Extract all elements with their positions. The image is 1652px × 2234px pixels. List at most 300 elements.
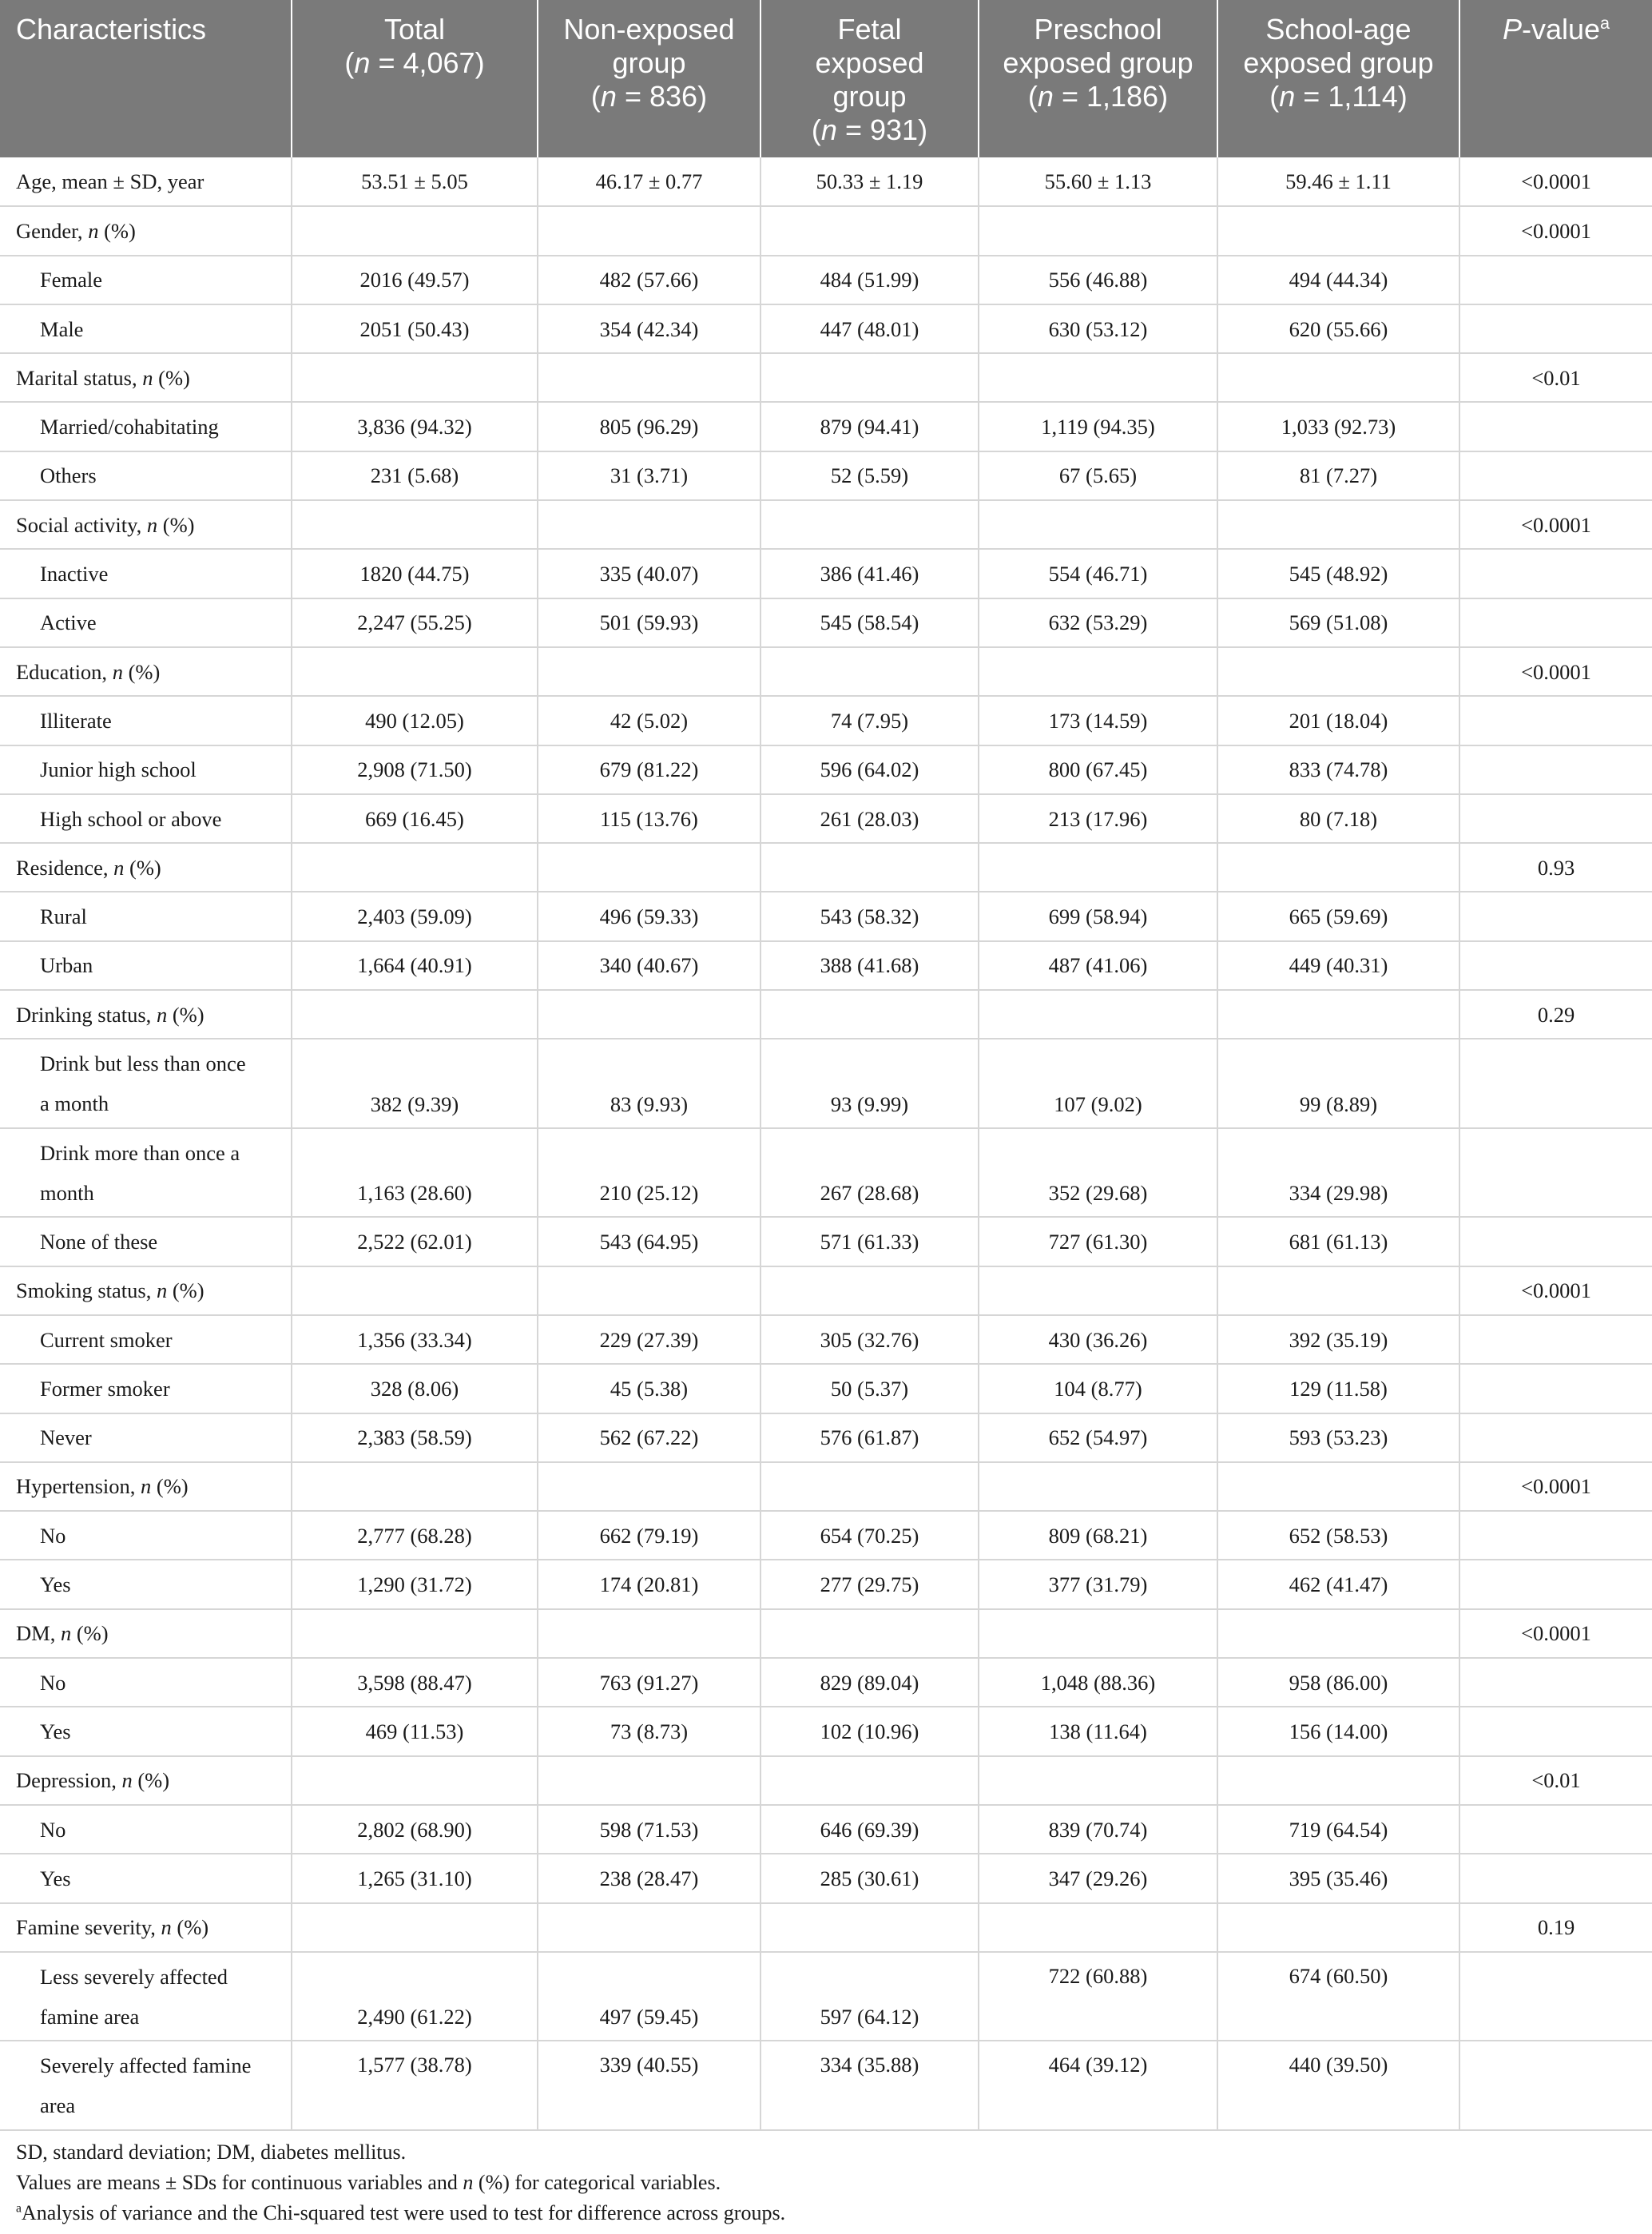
table-cell: Active — [0, 598, 292, 647]
table-cell: 800 (67.45) — [979, 745, 1217, 794]
table-cell: Junior high school — [0, 745, 292, 794]
table-cell: Depression, n (%) — [0, 1756, 292, 1805]
table-cell: 305 (32.76) — [760, 1315, 979, 1364]
table-cell: 1,163 (28.60) — [292, 1128, 538, 1218]
table-cell: 83 (9.93) — [538, 1039, 760, 1128]
table-cell: <0.0001 — [1459, 1609, 1652, 1658]
table-row — [0, 1413, 1652, 1462]
table-cell: 213 (17.96) — [979, 794, 1217, 843]
table-cell — [292, 500, 538, 549]
table-cell — [538, 1756, 760, 1805]
table-cell: 497 (59.45) — [538, 1952, 760, 2041]
table-cell: 1,048 (88.36) — [979, 1658, 1217, 1707]
table-cell: DM, n (%) — [0, 1609, 292, 1658]
table-cell — [1459, 2041, 1652, 2130]
table-row — [0, 206, 1652, 255]
table-cell: 669 (16.45) — [292, 794, 538, 843]
table-cell — [1459, 549, 1652, 598]
header-preschool-exposed: Preschool exposed group (n = 1,186) — [979, 0, 1217, 157]
table-cell: No — [0, 1805, 292, 1854]
table-row — [0, 1609, 1652, 1658]
table-cell: 285 (30.61) — [760, 1854, 979, 1902]
table-cell — [760, 1903, 979, 1952]
table-cell — [292, 990, 538, 1039]
table-cell: 81 (7.27) — [1217, 451, 1459, 500]
table-cell: <0.0001 — [1459, 500, 1652, 549]
table-row — [0, 304, 1652, 353]
table-cell: 52 (5.59) — [760, 451, 979, 500]
table-cell — [979, 1756, 1217, 1805]
table-cell — [1217, 353, 1459, 402]
table-cell — [1217, 647, 1459, 696]
table-row — [0, 843, 1652, 892]
table-cell: 469 (11.53) — [292, 1707, 538, 1755]
table-cell: 261 (28.03) — [760, 794, 979, 843]
table-cell — [1459, 1805, 1652, 1854]
table-row — [0, 647, 1652, 696]
table-cell — [538, 1609, 760, 1658]
table-cell: <0.0001 — [1459, 157, 1652, 206]
table-row — [0, 353, 1652, 402]
table-cell: <0.01 — [1459, 1756, 1652, 1805]
table-cell: 679 (81.22) — [538, 745, 760, 794]
table-cell: 80 (7.18) — [1217, 794, 1459, 843]
table-row — [0, 2041, 1652, 2130]
table-cell: 654 (70.25) — [760, 1511, 979, 1560]
table-cell: 719 (64.54) — [1217, 1805, 1459, 1854]
table-cell — [1459, 598, 1652, 647]
table-cell: <0.0001 — [1459, 647, 1652, 696]
table-cell — [1217, 1266, 1459, 1315]
table-cell — [292, 206, 538, 255]
table-cell: 231 (5.68) — [292, 451, 538, 500]
header-fetal-exposed: Fetal exposed group (n = 931) — [760, 0, 979, 157]
table-cell: <0.01 — [1459, 353, 1652, 402]
table-row — [0, 1315, 1652, 1364]
table-cell — [292, 1462, 538, 1511]
table-cell: 1,119 (94.35) — [979, 402, 1217, 451]
table-cell: 2016 (49.57) — [292, 256, 538, 304]
table-cell: 1820 (44.75) — [292, 549, 538, 598]
table-cell — [1459, 1511, 1652, 1560]
table-cell — [1459, 1854, 1652, 1902]
table-cell: 449 (40.31) — [1217, 941, 1459, 990]
table-cell — [1459, 402, 1652, 451]
table-cell — [760, 1756, 979, 1805]
table-cell: 833 (74.78) — [1217, 745, 1459, 794]
table-cell — [538, 647, 760, 696]
table-cell — [1217, 843, 1459, 892]
table-cell: 138 (11.64) — [979, 1707, 1217, 1755]
table-cell — [979, 1903, 1217, 1952]
table-cell — [1217, 990, 1459, 1039]
table-row — [0, 745, 1652, 794]
table-cell — [979, 353, 1217, 402]
table-cell: 652 (54.97) — [979, 1413, 1217, 1462]
table-row — [0, 549, 1652, 598]
header-characteristics: Characteristics — [0, 0, 292, 157]
table-cell — [1459, 1128, 1652, 1218]
table-row — [0, 990, 1652, 1039]
table-row — [0, 256, 1652, 304]
footnote-a: $^a$Analysis of variance and the Chi-squared test were used to test for difference across groups. — [16, 2200, 786, 2224]
table-cell: 59.46 ± 1.11 — [1217, 157, 1459, 206]
table-cell: Drink more than once a month — [0, 1128, 292, 1218]
table-cell: 2,802 (68.90) — [292, 1805, 538, 1854]
table-cell: 354 (42.34) — [538, 304, 760, 353]
table-cell: Severely affected famine area — [0, 2041, 292, 2130]
table-row — [0, 1805, 1652, 1854]
table-cell: 490 (12.05) — [292, 696, 538, 745]
table-cell — [1459, 256, 1652, 304]
table-cell — [1459, 794, 1652, 843]
table-cell: 596 (64.02) — [760, 745, 979, 794]
table-row — [0, 1707, 1652, 1755]
table-cell — [760, 206, 979, 255]
table-cell — [1459, 1560, 1652, 1608]
table-cell — [1459, 1413, 1652, 1462]
table-cell: 50.33 ± 1.19 — [760, 157, 979, 206]
table-cell: Married/cohabitating — [0, 402, 292, 451]
table-cell: Former smoker — [0, 1364, 292, 1413]
table-cell: No — [0, 1658, 292, 1707]
table-cell — [292, 843, 538, 892]
table-cell — [1217, 1903, 1459, 1952]
table-cell: 630 (53.12) — [979, 304, 1217, 353]
table-cell: Residence, n (%) — [0, 843, 292, 892]
table-cell: 562 (67.22) — [538, 1413, 760, 1462]
table-cell: 0.19 — [1459, 1903, 1652, 1952]
table-cell: 430 (36.26) — [979, 1315, 1217, 1364]
table-cell — [1459, 892, 1652, 940]
table-cell: 879 (94.41) — [760, 402, 979, 451]
table-cell — [1459, 304, 1652, 353]
table-cell: 1,577 (38.78) — [292, 2041, 538, 2130]
table-row — [0, 1756, 1652, 1805]
table-cell: Education, n (%) — [0, 647, 292, 696]
table-cell: Drink but less than once a month — [0, 1039, 292, 1128]
table-cell: 74 (7.95) — [760, 696, 979, 745]
table-cell — [538, 500, 760, 549]
table-cell: 652 (58.53) — [1217, 1511, 1459, 1560]
table-cell — [979, 1462, 1217, 1511]
table-cell — [538, 843, 760, 892]
table-row — [0, 1128, 1652, 1218]
table-cell: Yes — [0, 1560, 292, 1608]
table-cell — [1459, 1039, 1652, 1128]
footnote-values: Values are means ± SDs for continuous variables and n (%) for categorical variables. — [16, 2170, 721, 2194]
table-cell: 2,522 (62.01) — [292, 1217, 538, 1266]
table-cell: 388 (41.68) — [760, 941, 979, 990]
table-cell: 395 (35.46) — [1217, 1854, 1459, 1902]
table-cell: Rural — [0, 892, 292, 940]
table-cell: Hypertension, n (%) — [0, 1462, 292, 1511]
table-cell: 334 (35.88) — [760, 2041, 979, 2130]
table-cell: 620 (55.66) — [1217, 304, 1459, 353]
table-row — [0, 1462, 1652, 1511]
table-cell: 107 (9.02) — [979, 1039, 1217, 1128]
table-cell: 632 (53.29) — [979, 598, 1217, 647]
table-cell — [979, 206, 1217, 255]
table-cell — [760, 353, 979, 402]
table-cell: Yes — [0, 1854, 292, 1902]
table-cell — [292, 1609, 538, 1658]
table-cell — [979, 843, 1217, 892]
table-cell: 1,265 (31.10) — [292, 1854, 538, 1902]
table-cell — [538, 1462, 760, 1511]
table-cell: Age, mean ± SD, year — [0, 157, 292, 206]
table-cell — [538, 1266, 760, 1315]
table-cell: 129 (11.58) — [1217, 1364, 1459, 1413]
table-cell: 45 (5.38) — [538, 1364, 760, 1413]
table-cell: 174 (20.81) — [538, 1560, 760, 1608]
table-cell: None of these — [0, 1217, 292, 1266]
table-cell — [1459, 696, 1652, 745]
table-cell: 2,383 (58.59) — [292, 1413, 538, 1462]
table-cell: 2051 (50.43) — [292, 304, 538, 353]
table-cell: 681 (61.13) — [1217, 1217, 1459, 1266]
table-cell: 382 (9.39) — [292, 1039, 538, 1128]
table-cell: 67 (5.65) — [979, 451, 1217, 500]
table-cell: 487 (41.06) — [979, 941, 1217, 990]
table-cell: <0.0001 — [1459, 206, 1652, 255]
table-cell — [979, 1266, 1217, 1315]
table-cell: 238 (28.47) — [538, 1854, 760, 1902]
table-cell: 958 (86.00) — [1217, 1658, 1459, 1707]
header-non-exposed: Non-exposed group (n = 836) — [538, 0, 760, 157]
table-cell — [760, 647, 979, 696]
table-cell — [1459, 941, 1652, 990]
table-cell: 674 (60.50) — [1217, 1952, 1459, 2041]
table-cell: 598 (71.53) — [538, 1805, 760, 1854]
table-cell — [979, 647, 1217, 696]
table-cell: 210 (25.12) — [538, 1128, 760, 1218]
table-cell: 1,356 (33.34) — [292, 1315, 538, 1364]
table-cell: 494 (44.34) — [1217, 256, 1459, 304]
table-cell — [1459, 1217, 1652, 1266]
table-footnotes — [0, 2131, 1652, 2228]
table-row — [0, 1039, 1652, 1128]
table-cell: Current smoker — [0, 1315, 292, 1364]
table-row — [0, 794, 1652, 843]
table-cell: 597 (64.12) — [760, 1952, 979, 2041]
table-cell: 347 (29.26) — [979, 1854, 1217, 1902]
table-row — [0, 1560, 1652, 1608]
table-cell: 328 (8.06) — [292, 1364, 538, 1413]
table-cell: 377 (31.79) — [979, 1560, 1217, 1608]
table-cell: 554 (46.71) — [979, 549, 1217, 598]
table-cell: 53.51 ± 5.05 — [292, 157, 538, 206]
table-cell — [292, 1266, 538, 1315]
table-cell: 277 (29.75) — [760, 1560, 979, 1608]
table-cell — [1459, 1364, 1652, 1413]
table-cell — [1217, 1756, 1459, 1805]
table-cell — [1217, 1462, 1459, 1511]
table-cell — [1217, 1609, 1459, 1658]
table-cell: 496 (59.33) — [538, 892, 760, 940]
table-cell — [538, 353, 760, 402]
table-cell: Male — [0, 304, 292, 353]
table-cell — [538, 206, 760, 255]
table-cell: 201 (18.04) — [1217, 696, 1459, 745]
table-cell — [292, 353, 538, 402]
table-cell — [538, 1903, 760, 1952]
table-cell: 102 (10.96) — [760, 1707, 979, 1755]
table-cell: 699 (58.94) — [979, 892, 1217, 940]
table-cell — [760, 1609, 979, 1658]
table-cell: 31 (3.71) — [538, 451, 760, 500]
table-cell: 2,490 (61.22) — [292, 1952, 538, 2041]
table-cell: 0.29 — [1459, 990, 1652, 1039]
table-cell: 464 (39.12) — [979, 2041, 1217, 2130]
table-cell — [1217, 206, 1459, 255]
table-cell: Urban — [0, 941, 292, 990]
table-cell: Marital status, n (%) — [0, 353, 292, 402]
table-cell — [1459, 1315, 1652, 1364]
table-cell: 334 (29.98) — [1217, 1128, 1459, 1218]
table-cell: 662 (79.19) — [538, 1511, 760, 1560]
table-row — [0, 1658, 1652, 1707]
table-cell: 545 (48.92) — [1217, 549, 1459, 598]
table-cell: 2,403 (59.09) — [292, 892, 538, 940]
table-cell: 462 (41.47) — [1217, 1560, 1459, 1608]
table-cell: Drinking status, n (%) — [0, 990, 292, 1039]
table-cell: 593 (53.23) — [1217, 1413, 1459, 1462]
table-cell: 809 (68.21) — [979, 1511, 1217, 1560]
table-cell: 93 (9.99) — [760, 1039, 979, 1128]
table-cell: 1,033 (92.73) — [1217, 402, 1459, 451]
table-cell: 2,908 (71.50) — [292, 745, 538, 794]
table-row — [0, 941, 1652, 990]
table-cell: Gender, n (%) — [0, 206, 292, 255]
table-cell: 55.60 ± 1.13 — [979, 157, 1217, 206]
table-row — [0, 696, 1652, 745]
table-cell: 482 (57.66) — [538, 256, 760, 304]
table-cell: 173 (14.59) — [979, 696, 1217, 745]
table-cell: 543 (58.32) — [760, 892, 979, 940]
table-cell — [292, 647, 538, 696]
table-cell — [760, 990, 979, 1039]
table-header-row — [0, 0, 1652, 157]
header-school-age-exposed: School-age exposed group (n = 1,114) — [1217, 0, 1459, 157]
table-row — [0, 1952, 1652, 2041]
table-row — [0, 1364, 1652, 1413]
table-cell — [292, 1903, 538, 1952]
table-cell: 556 (46.88) — [979, 256, 1217, 304]
table-cell: 543 (64.95) — [538, 1217, 760, 1266]
table-cell: 839 (70.74) — [979, 1805, 1217, 1854]
table-cell: 335 (40.07) — [538, 549, 760, 598]
table-cell: 340 (40.67) — [538, 941, 760, 990]
table-cell: 1,290 (31.72) — [292, 1560, 538, 1608]
table-cell — [760, 500, 979, 549]
table-cell: 267 (28.68) — [760, 1128, 979, 1218]
table-cell: 440 (39.50) — [1217, 2041, 1459, 2130]
table-cell — [1459, 451, 1652, 500]
table-row — [0, 1217, 1652, 1266]
table-cell: 3,836 (94.32) — [292, 402, 538, 451]
table-cell — [292, 1756, 538, 1805]
table-row — [0, 1511, 1652, 1560]
table-cell: 805 (96.29) — [538, 402, 760, 451]
table-cell: 576 (61.87) — [760, 1413, 979, 1462]
table-cell: Others — [0, 451, 292, 500]
table-cell — [1459, 745, 1652, 794]
table-cell: 501 (59.93) — [538, 598, 760, 647]
table-cell: 447 (48.01) — [760, 304, 979, 353]
table-row — [0, 598, 1652, 647]
table-cell — [979, 500, 1217, 549]
table-cell: 665 (59.69) — [1217, 892, 1459, 940]
table-cell — [1459, 1658, 1652, 1707]
table-cell: No — [0, 1511, 292, 1560]
table-cell: 104 (8.77) — [979, 1364, 1217, 1413]
table-cell: 2,247 (55.25) — [292, 598, 538, 647]
table-cell — [1217, 500, 1459, 549]
table-cell: Never — [0, 1413, 292, 1462]
footnote-abbreviations: SD, standard deviation; DM, diabetes mellitus. — [16, 2140, 407, 2164]
table-cell: Less severely affected famine area — [0, 1952, 292, 2041]
table-cell: Yes — [0, 1707, 292, 1755]
table-cell: Illiterate — [0, 696, 292, 745]
table-cell — [538, 990, 760, 1039]
table-cell: 545 (58.54) — [760, 598, 979, 647]
table-row — [0, 451, 1652, 500]
table-cell: 99 (8.89) — [1217, 1039, 1459, 1128]
table-cell: 229 (27.39) — [538, 1315, 760, 1364]
table-row — [0, 1903, 1652, 1952]
table-cell: 829 (89.04) — [760, 1658, 979, 1707]
table-cell: 2,777 (68.28) — [292, 1511, 538, 1560]
table-row — [0, 500, 1652, 549]
table-cell: 392 (35.19) — [1217, 1315, 1459, 1364]
table-cell: 3,598 (88.47) — [292, 1658, 538, 1707]
header-total: Total (n = 4,067) — [292, 0, 538, 157]
table-cell: 569 (51.08) — [1217, 598, 1459, 647]
table-row — [0, 1854, 1652, 1902]
table-cell: 763 (91.27) — [538, 1658, 760, 1707]
table-cell: 484 (51.99) — [760, 256, 979, 304]
table-cell — [760, 843, 979, 892]
table-cell: 339 (40.55) — [538, 2041, 760, 2130]
table-cell: Inactive — [0, 549, 292, 598]
table-cell: Famine severity, n (%) — [0, 1903, 292, 1952]
table-cell: 156 (14.00) — [1217, 1707, 1459, 1755]
table-cell: 646 (69.39) — [760, 1805, 979, 1854]
table-cell: 115 (13.76) — [538, 794, 760, 843]
table-cell: 1,664 (40.91) — [292, 941, 538, 990]
table-cell — [1459, 1707, 1652, 1755]
table-cell — [760, 1266, 979, 1315]
table-cell — [1459, 1952, 1652, 2041]
table-row — [0, 1266, 1652, 1315]
table-cell: High school or above — [0, 794, 292, 843]
table-cell: <0.0001 — [1459, 1266, 1652, 1315]
table-cell: 571 (61.33) — [760, 1217, 979, 1266]
table-cell: 352 (29.68) — [979, 1128, 1217, 1218]
table-row — [0, 892, 1652, 940]
table-cell — [760, 1462, 979, 1511]
table-row — [0, 157, 1652, 206]
table-row — [0, 402, 1652, 451]
table-cell: 73 (8.73) — [538, 1707, 760, 1755]
table-cell: 722 (60.88) — [979, 1952, 1217, 2041]
table-cell — [979, 1609, 1217, 1658]
table-cell: <0.0001 — [1459, 1462, 1652, 1511]
table-cell: 46.17 ± 0.77 — [538, 157, 760, 206]
table-cell — [979, 990, 1217, 1039]
header-p-value: P-value$^a$ — [1502, 13, 1610, 46]
